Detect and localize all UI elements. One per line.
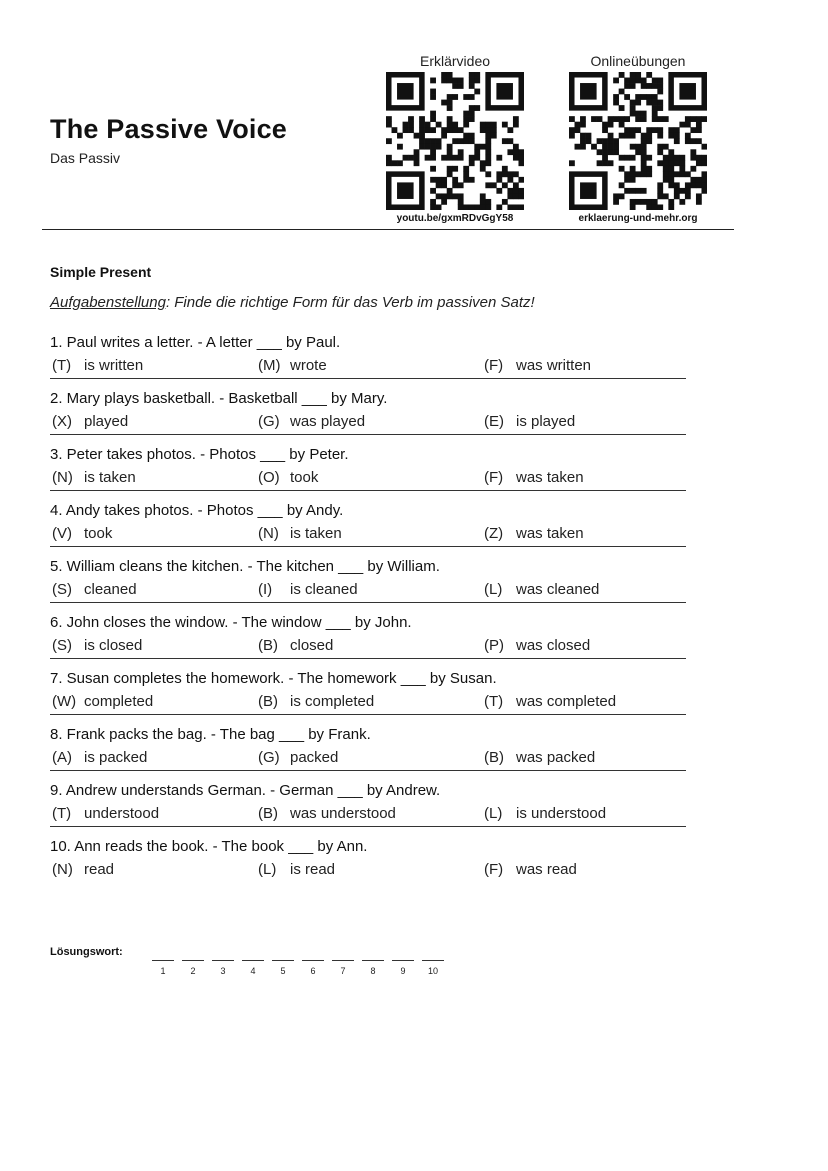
solution-blank[interactable]: [152, 960, 174, 961]
answer-option[interactable]: [258, 805, 396, 822]
question-text: 6. John closes the window. - The window ___ by John.: [50, 614, 412, 631]
option-letter: (L): [258, 861, 277, 878]
option-text: is completed: [290, 693, 375, 710]
option-letter: (T): [52, 805, 72, 822]
option-text: completed: [84, 693, 154, 710]
solution-blank[interactable]: [302, 960, 324, 961]
option-letter: (B): [258, 805, 278, 822]
answer-option[interactable]: [484, 861, 577, 878]
answer-option[interactable]: [52, 749, 147, 766]
option-text: is taken: [290, 525, 342, 542]
answer-option[interactable]: [52, 581, 137, 598]
option-letter: (O): [258, 469, 280, 486]
solution-blank[interactable]: [422, 960, 444, 961]
option-text: was played: [290, 413, 366, 430]
option-text: is played: [516, 413, 576, 430]
option-text: read: [84, 861, 115, 878]
answer-option[interactable]: [52, 861, 114, 878]
option-text: played: [84, 413, 129, 430]
solution-blank-number: 1: [160, 966, 166, 976]
solution-blank[interactable]: [272, 960, 294, 961]
option-letter: (N): [52, 861, 73, 878]
solution-blank-number: 9: [400, 966, 406, 976]
answer-option[interactable]: [484, 805, 606, 822]
qr-exercises-url[interactable]: erklaerung-und-mehr.org: [578, 213, 698, 224]
option-letter: (W): [52, 693, 77, 710]
qr-code-video-icon[interactable]: [386, 72, 524, 210]
solution-blank[interactable]: [392, 960, 414, 961]
option-letter: (T): [52, 357, 72, 374]
solution-blank-number: 7: [340, 966, 346, 976]
option-letter: (E): [484, 413, 504, 430]
option-text: is read: [290, 861, 336, 878]
question-divider: [50, 658, 686, 659]
question-divider: [50, 378, 686, 379]
option-letter: (F): [484, 469, 504, 486]
option-text: is written: [84, 357, 144, 374]
qr-video-block: [380, 52, 530, 224]
qr-code-exercises-icon[interactable]: [569, 72, 707, 210]
question-divider: [50, 546, 686, 547]
answer-option[interactable]: [484, 413, 575, 430]
solution-blank-number: 10: [427, 966, 438, 976]
answer-option[interactable]: [258, 637, 333, 654]
answer-option[interactable]: [52, 805, 159, 822]
answer-option[interactable]: [52, 637, 142, 654]
option-text: closed: [290, 637, 334, 654]
option-text: wrote: [290, 357, 327, 374]
option-letter: (S): [52, 637, 72, 654]
qr-video-label: Erklärvideo: [419, 53, 491, 69]
option-text: was understood: [290, 805, 396, 822]
option-letter: (F): [484, 357, 504, 374]
page-title: The Passive Voice: [50, 114, 288, 144]
option-letter: (F): [484, 861, 504, 878]
instruction-prefix: Aufgabenstellung: [50, 294, 166, 311]
instruction-text: : Finde die richtige Form für das Verb im passiven Satz!: [165, 294, 535, 311]
solution-blank-number: 4: [250, 966, 256, 976]
answer-option[interactable]: [258, 413, 365, 430]
solution-blank-number: 3: [220, 966, 226, 976]
option-text: understood: [84, 805, 160, 822]
question-divider: [50, 602, 686, 603]
answer-option[interactable]: [258, 357, 327, 374]
question-text: 1. Paul writes a letter. - A letter ___ by Paul.: [50, 334, 341, 351]
answer-option[interactable]: [258, 525, 342, 542]
solution-label: Lösungswort:: [50, 946, 123, 958]
answer-option[interactable]: [484, 525, 584, 542]
option-text: was written: [516, 357, 592, 374]
option-text: was taken: [516, 525, 584, 542]
option-text: is closed: [84, 637, 143, 654]
option-letter: (G): [258, 749, 280, 766]
question-divider: [50, 826, 686, 827]
qr-exercises-block: [563, 52, 713, 224]
question-divider: [50, 770, 686, 771]
answer-option[interactable]: [258, 581, 358, 598]
answer-option[interactable]: [484, 693, 616, 710]
option-text: is understood: [516, 805, 607, 822]
option-text: was read: [516, 861, 577, 878]
option-letter: (S): [52, 581, 72, 598]
section-title: Simple Present: [50, 264, 152, 280]
solution-blank-number: 8: [370, 966, 376, 976]
question-text: 4. Andy takes photos. - Photos ___ by Andy.: [50, 502, 344, 519]
question-text: 9. Andrew understands German. - German ___ by Andrew.: [50, 782, 441, 799]
option-text: is packed: [84, 749, 148, 766]
answer-option[interactable]: [258, 749, 338, 766]
task-instruction: [50, 294, 535, 311]
solution-blank[interactable]: [362, 960, 384, 961]
option-letter: (N): [52, 469, 73, 486]
answer-option[interactable]: [484, 749, 595, 766]
option-letter: (T): [484, 693, 504, 710]
qr-exercises-label: Onlineübungen: [590, 53, 686, 69]
header-divider: [42, 229, 734, 230]
answer-option[interactable]: [258, 693, 374, 710]
answer-option[interactable]: [484, 637, 590, 654]
answer-option[interactable]: [52, 469, 136, 486]
option-text: took: [290, 469, 319, 486]
qr-video-url[interactable]: youtu.be/gxmRDvGgY58: [396, 213, 514, 224]
option-letter: (B): [258, 637, 278, 654]
option-letter: (N): [258, 525, 279, 542]
option-text: is cleaned: [290, 581, 358, 598]
option-letter: (L): [484, 581, 503, 598]
answer-option[interactable]: [52, 693, 153, 710]
option-text: was packed: [516, 749, 596, 766]
question-text: 10. Ann reads the book. - The book ___ by Ann.: [50, 838, 368, 855]
question-text: 2. Mary plays basketball. - Basketball ___ by Mary.: [50, 390, 388, 407]
question-text: 8. Frank packs the bag. - The bag ___ by Frank.: [50, 726, 371, 743]
option-letter: (L): [484, 805, 503, 822]
question-text: 5. William cleans the kitchen. - The kitchen ___ by William.: [50, 558, 440, 575]
answer-option[interactable]: [484, 469, 584, 486]
answer-option[interactable]: [484, 581, 599, 598]
question-text: 3. Peter takes photos. - Photos ___ by Peter.: [50, 446, 349, 463]
option-text: was cleaned: [516, 581, 600, 598]
question-text: 7. Susan completes the homework. - The homework ___ by Susan.: [50, 670, 497, 687]
solution-blank-number: 5: [280, 966, 286, 976]
option-text: is taken: [84, 469, 136, 486]
option-letter: (M): [258, 357, 281, 374]
answer-option[interactable]: [52, 413, 128, 430]
answer-option[interactable]: [484, 357, 591, 374]
option-text: cleaned: [84, 581, 137, 598]
question-divider: [50, 434, 686, 435]
option-letter: (Z): [484, 525, 504, 542]
solution-blank[interactable]: [182, 960, 204, 961]
answer-option[interactable]: [258, 469, 318, 486]
option-letter: (P): [484, 637, 504, 654]
answer-option[interactable]: [52, 357, 143, 374]
option-letter: (I): [258, 581, 273, 598]
option-letter: (X): [52, 413, 72, 430]
option-text: took: [84, 525, 113, 542]
solution-blank[interactable]: [242, 960, 264, 961]
option-text: was completed: [516, 693, 617, 710]
solution-blank-number: 2: [190, 966, 196, 976]
page-subtitle: Das Passiv: [50, 150, 121, 166]
answer-option[interactable]: [258, 861, 335, 878]
option-letter: (A): [52, 749, 72, 766]
option-text: packed: [290, 749, 339, 766]
solution-blank[interactable]: [212, 960, 234, 961]
answer-option[interactable]: [52, 525, 112, 542]
question-divider: [50, 490, 686, 491]
option-letter: (B): [484, 749, 504, 766]
option-text: was closed: [516, 637, 591, 654]
option-letter: (V): [52, 525, 72, 542]
option-letter: (B): [258, 693, 278, 710]
solution-blank[interactable]: [332, 960, 354, 961]
option-text: was taken: [516, 469, 584, 486]
option-letter: (G): [258, 413, 280, 430]
solution-blank-number: 6: [310, 966, 316, 976]
question-divider: [50, 714, 686, 715]
